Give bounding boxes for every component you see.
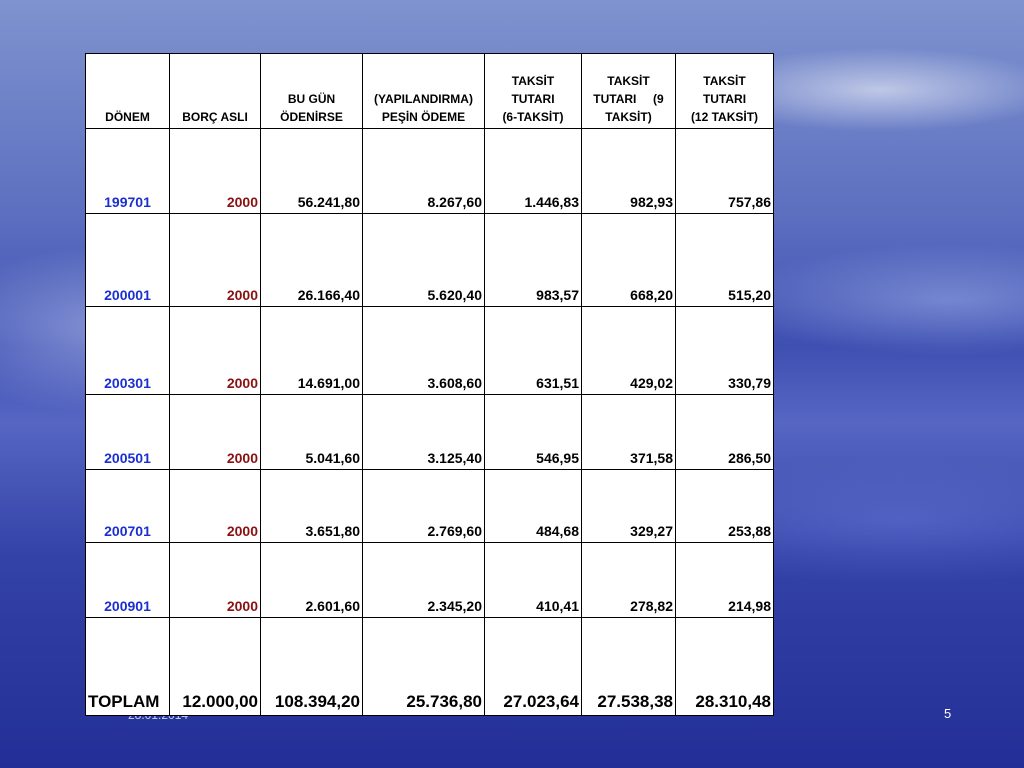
period-cell: 200901	[86, 543, 170, 618]
amount-cell: 3.125,40	[363, 395, 485, 470]
header-line: TUTARI	[702, 92, 747, 106]
amount-cell: 214,98	[676, 543, 774, 618]
table-row	[86, 307, 774, 395]
header-cell	[86, 54, 170, 129]
header-line: BU GÜN	[287, 92, 336, 106]
table-row	[86, 470, 774, 543]
amount-cell: 1.446,83	[485, 129, 582, 214]
header-line: ÖDENİRSE	[280, 110, 343, 124]
page-number: 5	[944, 706, 952, 721]
amount-cell: 330,79	[676, 307, 774, 395]
header-cell	[582, 54, 676, 129]
header-line: PEŞİN ÖDEME	[381, 110, 466, 124]
amount-cell: 371,58	[582, 395, 676, 470]
table-row	[86, 543, 774, 618]
debt-cell: 2000	[170, 470, 261, 543]
amount-cell: 668,20	[582, 214, 676, 307]
header-cell	[485, 54, 582, 129]
amount-cell: 429,02	[582, 307, 676, 395]
amount-cell: 546,95	[485, 395, 582, 470]
total-cell: 28.310,48	[676, 618, 774, 716]
period-cell: 200501	[86, 395, 170, 470]
amount-cell: 278,82	[582, 543, 676, 618]
header-cell	[170, 54, 261, 129]
installment-table	[85, 53, 774, 716]
period-cell: 199701	[86, 129, 170, 214]
amount-cell: 484,68	[485, 470, 582, 543]
total-cell: 25.736,80	[363, 618, 485, 716]
header-line: BORÇ ASLI	[182, 110, 248, 124]
table-row	[86, 214, 774, 307]
total-row	[86, 618, 774, 716]
amount-cell: 329,27	[582, 470, 676, 543]
amount-cell: 3.651,80	[261, 470, 363, 543]
debt-cell: 2000	[170, 543, 261, 618]
header-line: DÖNEM	[105, 110, 150, 124]
header-cell	[676, 54, 774, 129]
amount-cell: 2.345,20	[363, 543, 485, 618]
period-cell: 200701	[86, 470, 170, 543]
amount-cell: 56.241,80	[261, 129, 363, 214]
amount-cell: 757,86	[676, 129, 774, 214]
amount-cell: 2.769,60	[363, 470, 485, 543]
amount-cell: 286,50	[676, 395, 774, 470]
table-row	[86, 395, 774, 470]
header-cell	[261, 54, 363, 129]
period-cell: 200301	[86, 307, 170, 395]
amount-cell: 26.166,40	[261, 214, 363, 307]
table-row	[86, 129, 774, 214]
amount-cell: 8.267,60	[363, 129, 485, 214]
debt-cell: 2000	[170, 307, 261, 395]
total-cell: 12.000,00	[170, 618, 261, 716]
amount-cell: 515,20	[676, 214, 774, 307]
period-cell: 200001	[86, 214, 170, 307]
debt-cell: 2000	[170, 129, 261, 214]
header-line: TUTARI	[511, 92, 555, 106]
amount-cell: 3.608,60	[363, 307, 485, 395]
header-line: TAKSİT	[703, 74, 746, 88]
amount-cell: 631,51	[485, 307, 582, 395]
amount-cell: 14.691,00	[261, 307, 363, 395]
header-line: TAKSİT	[511, 74, 555, 88]
header-line: (YAPILANDIRMA)	[374, 92, 473, 106]
amount-cell: 5.620,40	[363, 214, 485, 307]
amount-cell: 5.041,60	[261, 395, 363, 470]
total-cell: 108.394,20	[261, 618, 363, 716]
amount-cell: 2.601,60	[261, 543, 363, 618]
amount-cell: 982,93	[582, 129, 676, 214]
header-line: (6-TAKSİT)	[502, 110, 564, 124]
amount-cell: 983,57	[485, 214, 582, 307]
header-line: (12 TAKSİT)	[690, 110, 759, 124]
table-header-row	[86, 54, 774, 129]
header-line: TAKSİT	[607, 74, 650, 88]
header-cell	[363, 54, 485, 129]
amount-cell: 410,41	[485, 543, 582, 618]
header-line: TAKSİT)	[605, 110, 652, 124]
total-cell: 27.023,64	[485, 618, 582, 716]
header-line: TUTARI (9	[593, 92, 664, 106]
total-cell: 27.538,38	[582, 618, 676, 716]
debt-cell: 2000	[170, 395, 261, 470]
total-label: TOPLAM	[86, 618, 170, 716]
debt-cell: 2000	[170, 214, 261, 307]
amount-cell: 253,88	[676, 470, 774, 543]
